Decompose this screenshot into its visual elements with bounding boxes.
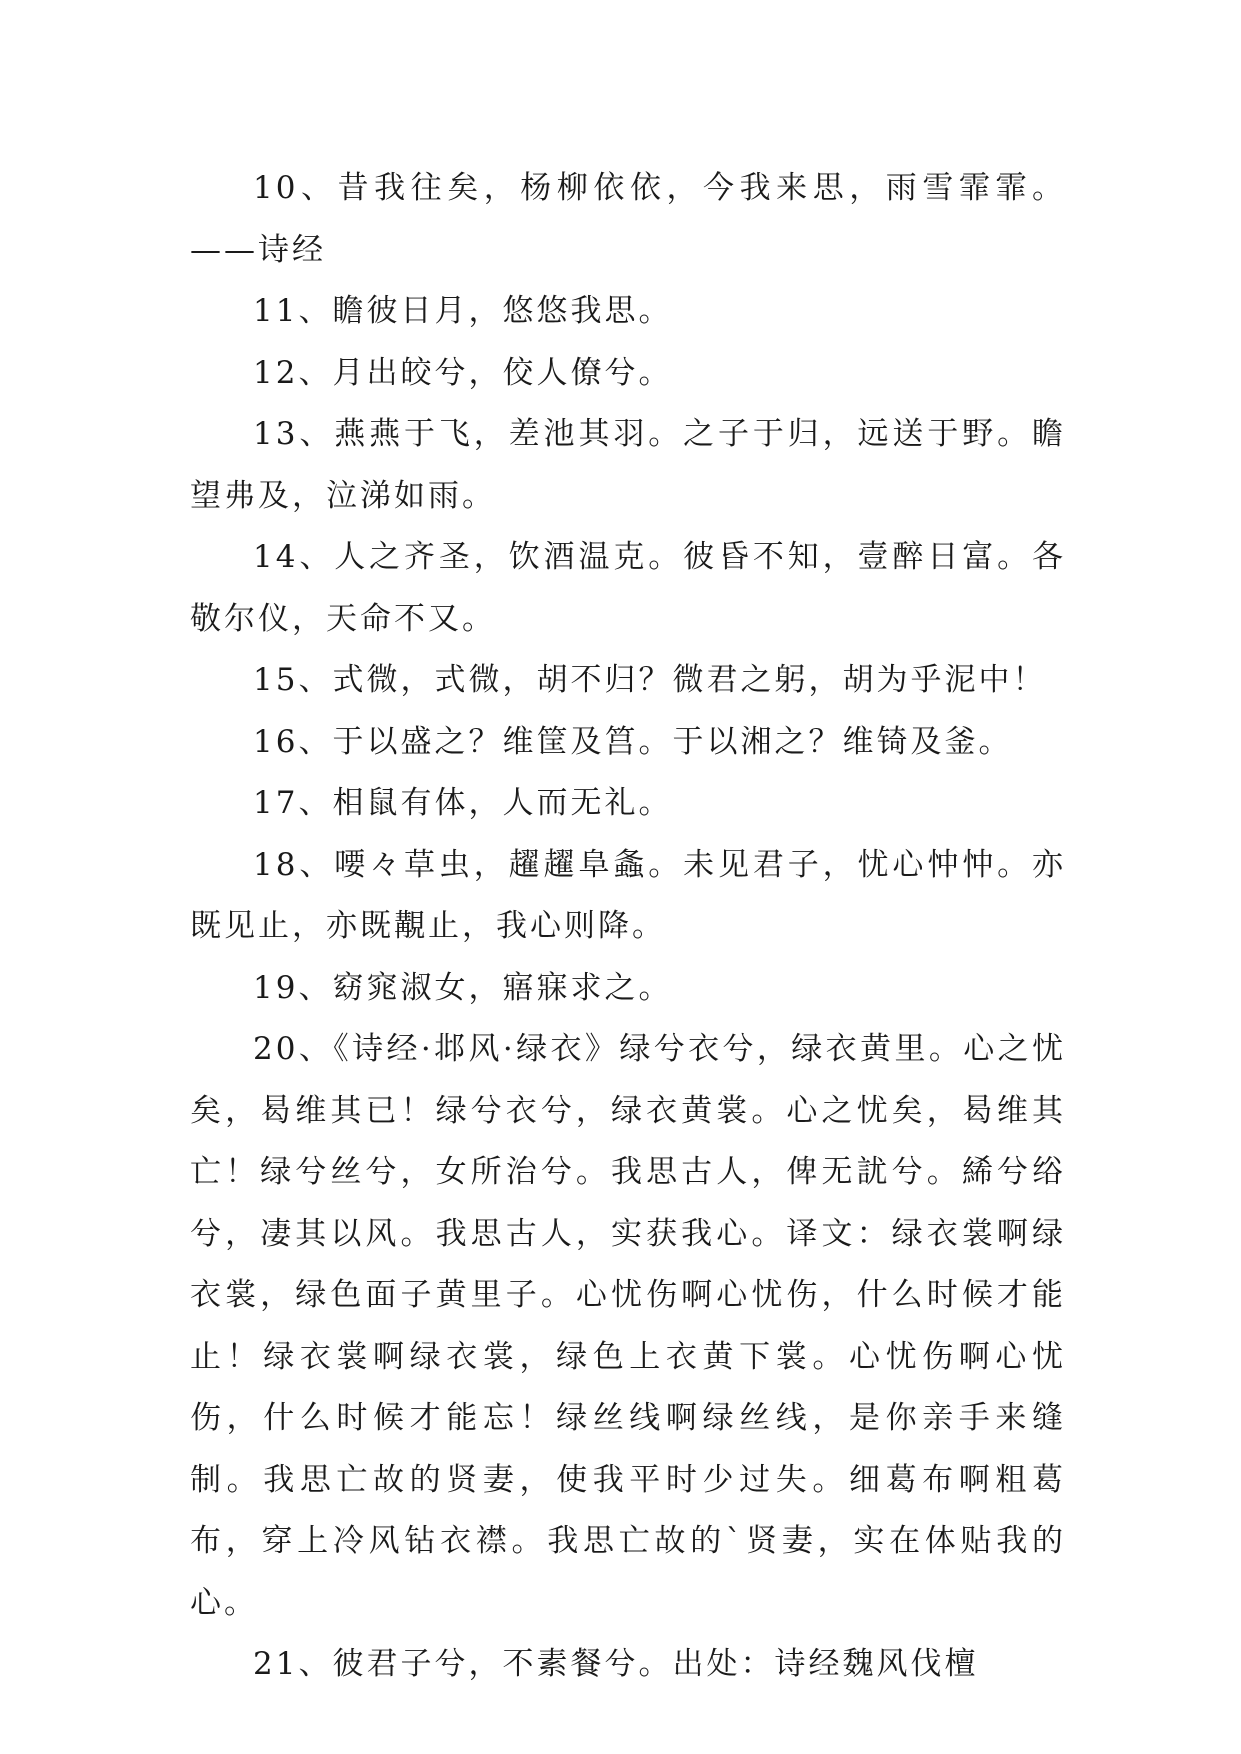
paragraph-11: 11、瞻彼日月，悠悠我思。 bbox=[253, 293, 673, 329]
paragraph-13: 13、燕燕于飞，差池其羽。之子于归，远送于野。瞻望弗及，泣涕如雨。 bbox=[190, 416, 1066, 514]
paragraph-18: 18、喓々草虫，趯趯阜螽。未见君子，忧心忡忡。亦既见止，亦既覯止，我心则降。 bbox=[190, 846, 1066, 944]
paragraph-12: 12、月出皎兮，佼人僚兮。 bbox=[253, 354, 673, 391]
paragraph-19: 19、窈窕淑女，寤寐求之。 bbox=[253, 969, 673, 1006]
paragraph-15: 15、式微，式微，胡不归？微君之躬，胡为乎泥中！ bbox=[253, 662, 1047, 698]
paragraph-10: 10、昔我往矣，杨柳依依，今我来思，雨雪霏霏。——诗经 bbox=[190, 170, 1066, 268]
paragraph-17: 17、相鼠有体，人而无礼。 bbox=[253, 785, 673, 821]
paragraph-16: 16、于以盛之？维筐及筥。于以湘之？维锜及釜。 bbox=[253, 723, 1013, 760]
paragraph-20: 20、《诗经·邶风·绿衣》绿兮衣兮，绿衣黄里。心之忧矣，曷维其已！绿兮衣兮，绿衣黄裳。心之忧矣，曷维其亡！绿兮丝兮，女所治兮。我思古人，俾无訧兮。絺兮绤兮，凄其以风。我思古人，实获我心。译文：绿衣裳啊绿衣裳，绿色面子黄里子。心忧伤啊心忧伤，什么时候才能止！绿衣裳啊绿衣裳，绿色上衣黄下裳。心忧伤啊心忧伤，什么时候才能忘！绿丝线啊绿丝线，是你亲手来缝制。我思亡故的贤妻，使我平时少过失。细葛布啊粗葛布，穿上冷风钻衣襟。我思亡故的`贤妻，实在体贴我的心。 bbox=[190, 1031, 1066, 1621]
paragraph-14: 14、人之齐圣，饮酒温克。彼昏不知，壹醉日富。各敬尔仪，天命不又。 bbox=[190, 539, 1066, 637]
paragraph-21: 21、彼君子兮，不素餐兮。出处：诗经魏风伐檀 bbox=[253, 1646, 979, 1682]
document-body bbox=[190, 158, 1066, 1696]
